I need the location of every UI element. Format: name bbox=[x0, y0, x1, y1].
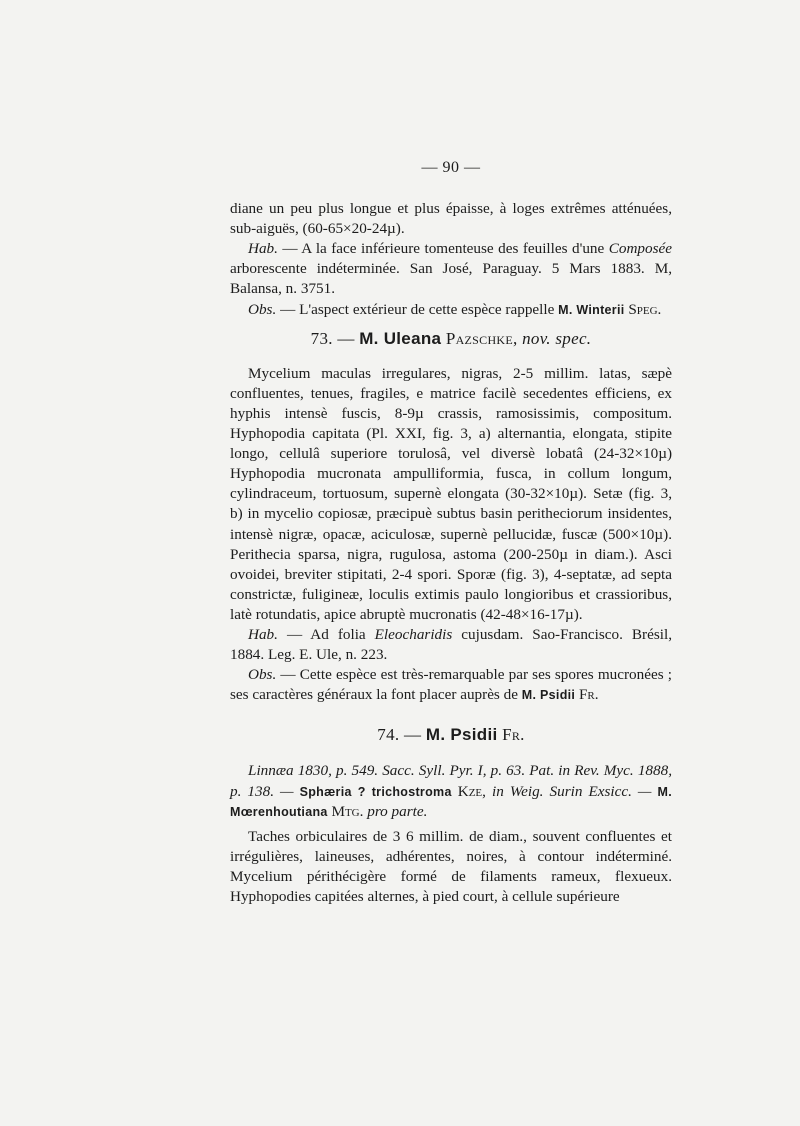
hab-text-b: cujusdam. Sao-Francisco. Brésil, 1884. Leg. E. Ule, n. 223. bbox=[230, 625, 672, 664]
obs-ref-genus: M. Winterii bbox=[558, 302, 625, 317]
refs-part-3: pro parte. bbox=[363, 802, 428, 820]
section-nov-spec: nov. spec. bbox=[517, 328, 592, 348]
obs-ref-author: Fr. bbox=[575, 686, 599, 704]
section-species-name: M. Uleana bbox=[359, 328, 442, 348]
refs-part-2: in Weig. Surin Exsicc. — bbox=[485, 782, 658, 800]
section-heading-74 bbox=[230, 725, 672, 745]
hab-text-b: arborescente indéterminée. San José, Paraguay. 5 Mars 1883. M, Balansa, n. 3751. bbox=[230, 260, 672, 298]
observation-paragraph-72 bbox=[230, 300, 672, 320]
obs-label: Obs. bbox=[248, 666, 277, 684]
obs-text: — Cette espèce est très-remarquable par ses spores mucronées ; ses caractères généraux la font placer auprès de bbox=[230, 666, 672, 704]
page-number: — 90 — bbox=[421, 159, 481, 176]
french-description-74: Taches orbiculaires de 3 6 millim. de diam., souvent confluentes et irrégulières, laineuses, adhérentes, noires, à contour indéterminé. Mycelium périthécigère formé de filaments rameux, flexueux. Hyphopodies capitées alternes, à pied court, à cellule supérieure bbox=[230, 827, 672, 905]
obs-ref-author: Speg. bbox=[624, 300, 662, 318]
hab-label: Hab. bbox=[248, 625, 278, 643]
habitat-paragraph-72 bbox=[230, 239, 672, 299]
observation-paragraph-73 bbox=[230, 665, 672, 705]
refs-kze: Kze, bbox=[451, 782, 486, 800]
section-number: 73. — bbox=[310, 328, 360, 348]
obs-label: Obs. bbox=[248, 300, 277, 318]
page-body bbox=[230, 150, 672, 907]
bibliographic-references-74 bbox=[230, 761, 672, 821]
obs-ref-genus: M. Psidii bbox=[521, 688, 576, 703]
refs-part-1: Linnæa 1830, p. 549. Sacc. Syll. Pyr. I, p. 63. Pat. in Rev. Myc. 1888, p. 138. — bbox=[230, 762, 672, 800]
habitat-paragraph-73 bbox=[230, 625, 672, 665]
section-author: Fr. bbox=[497, 725, 525, 745]
refs-moerenhoutiana: M. Mœrenhoutiana bbox=[230, 784, 672, 819]
obs-text: — L'aspect extérieur de cette espèce rappelle bbox=[276, 300, 559, 318]
hab-label: Hab. bbox=[248, 240, 278, 258]
section-heading-73 bbox=[230, 329, 672, 349]
hab-italic: Composée bbox=[608, 240, 672, 258]
refs-sphaeria: Sphæria ? trichostroma bbox=[299, 784, 452, 799]
hab-text-a: — A la face inférieure tomenteuse des feuilles d'une bbox=[277, 240, 609, 258]
latin-description-73: Mycelium maculas irregulares, nigras, 2-5 millim. latas, sæpè confluentes, tenues, fragiles, e matrice facilè secedentes efficiens, ex hyphis intensè fuscis, 8-9µ crassis, ramosissimis, compositum. Hyphopodia capitata (Pl. XXI, fig. 3, a) alternantia, elongata, stipite longo, cellulâ superiore torulosâ, vel diversè lobatâ (24-32×10µ) Hyphopodia mucronata ampulliformia, fusca, in collum longum, cylindraceum, tortuosum, supernè elongata (30-32×10µ). Setæ (fig. 3, b) in mycelio copiosæ, præcipuè subtus basin peritheciorum insidentes, intensè nigræ, opacæ, aciculosæ, supernè pellucidæ, fuscæ (500×10µ). Perithecia sparsa, nigra, rugulosa, astoma (200-250µ in diam.). Asci ovoidei, breviter stipitati, 2-4 spori. Sporæ (fig. 3), 4-septatæ, ad septa constrictæ, fuligineæ, loculis extimis paulo longioribus et crassioribus, latè rotundatis, apice abruptè mucronatis (42-48×16-17µ). bbox=[230, 364, 672, 623]
intro-paragraph: diane un peu plus longue et plus épaisse, à loges extrêmes atténuées, sub-aiguës, (60-65×20-24µ). bbox=[230, 200, 672, 238]
section-author: Pazschke, bbox=[441, 328, 518, 348]
hab-italic: Eleocharidis bbox=[374, 625, 453, 643]
section-species-name: M. Psidii bbox=[425, 725, 498, 745]
hab-text-a: — Ad folia bbox=[277, 625, 375, 643]
section-number: 74. — bbox=[377, 725, 426, 745]
refs-mtg: Mtg. bbox=[327, 802, 364, 820]
